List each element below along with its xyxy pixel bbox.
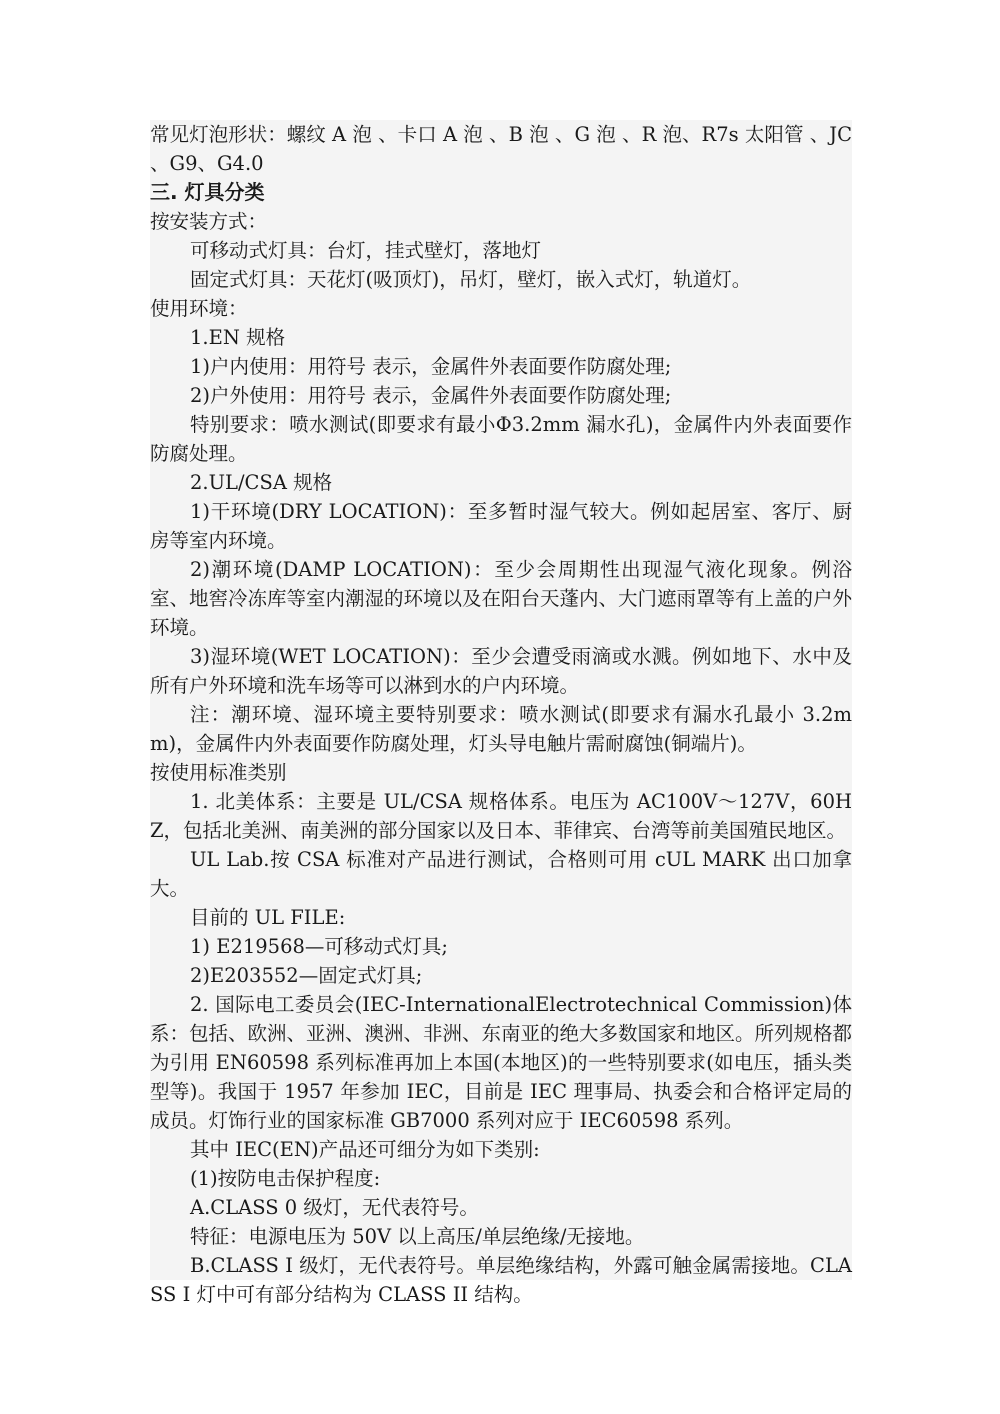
shock-protection-line: (1)按防电击保护程度:: [190, 1167, 381, 1190]
class-i-paragraph: B.CLASS I 级灯，无代表符号。单层绝缘结构，外露可触金属需接地。CLASS I 灯中可有部分结构为 CLASS II 结构。: [150, 1254, 852, 1306]
standard-category-label: 按使用标准类别: [150, 761, 287, 784]
ul-csa-spec-heading: 2.UL/CSA 规格: [190, 471, 333, 494]
ul-lab-paragraph: UL Lab.按 CSA 标准对产品进行测试，合格则可用 cUL MARK 出口加拿大。: [150, 848, 852, 900]
iec-system-paragraph: 2. 国际电工委员会(IEC-InternationalElectrotechnical Commission)体系：包括、欧洲、亚洲、澳洲、非洲、东南亚的绝大多数国家和地区。所列规格都为引用 EN60598 系列标准再加上本国(本地区)的一些特别要求(如电压，插头类型等)。我国于 1957 年参加 IEC，目前是 IEC 理事局、执委会和合格评定局的成员。灯饰行业的国家标准 GB7000 系列对应于 IEC60598 系列。: [150, 993, 853, 1132]
class-0-line: A.CLASS 0 级灯，无代表符号。: [190, 1196, 479, 1219]
wet-location-paragraph: 3)湿环境(WET LOCATION)：至少会遭受雨滴或水溅。例如地下、水中及所有户外环境和洗车场等可以淋到水的户内环境。: [150, 645, 852, 697]
fixed-luminaire-line: 固定式灯具：天花灯(吸顶灯)，吊灯，壁灯，嵌入式灯，轨道灯。: [190, 268, 752, 291]
damp-location-paragraph: 2)潮环境(DAMP LOCATION)：至少会周期性出现湿气液化现象。例浴室、地窖冷冻库等室内潮湿的环境以及在阳台天蓬内、大门遮雨罩等有上盖的户外环境。: [150, 558, 853, 639]
ul-file-portable-line: 1) E219568—可移动式灯具;: [190, 935, 448, 958]
iec-subcategory-line: 其中 IEC(EN)产品还可细分为如下类别:: [190, 1138, 540, 1161]
installation-method-label: 按安装方式：: [150, 210, 268, 233]
north-america-system-paragraph: 1. 北美体系：主要是 UL/CSA 规格体系。电压为 AC100V～127V，60HZ，包括北美洲、南美洲的部分国家以及日本、菲律宾、台湾等前美国殖民地区。: [150, 790, 852, 842]
outdoor-use-line: 2)户外使用：用符号 表示，金属件外表面要作防腐处理;: [190, 384, 672, 407]
document-text-block: [150, 120, 853, 1306]
indoor-use-line: 1)户内使用：用符号 表示，金属件外表面要作防腐处理;: [190, 355, 672, 378]
portable-luminaire-line: 可移动式灯具：台灯，挂式壁灯，落地灯: [190, 239, 542, 262]
usage-environment-label: 使用环境：: [150, 297, 248, 320]
ul-file-label: 目前的 UL FILE:: [190, 906, 346, 929]
note-paragraph: 注：潮环境、湿环境主要特别要求：喷水测试(即要求有漏水孔最小 3.2mm)，金属件内外表面要作防腐处理，灯头导电触片需耐腐蚀(铜端片)。: [150, 703, 852, 755]
bulb-shapes-paragraph: 常见灯泡形状：螺纹 A 泡 、卡口 A 泡 、B 泡 、G 泡 、R 泡、R7s 太阳管 、JC 、G9、G4.0: [150, 123, 852, 175]
special-requirement-paragraph: 特别要求：喷水测试(即要求有最小Φ3.2mm 漏水孔)，金属件内外表面要作防腐处理。: [150, 413, 852, 465]
section-heading-luminaire-classification: 三. 灯具分类: [150, 180, 265, 204]
dry-location-paragraph: 1)干环境(DRY LOCATION)：至多暂时湿气较大。例如起居室、客厅、厨房等室内环境。: [150, 500, 852, 552]
class-0-feature-line: 特征：电源电压为 50V 以上高压/单层绝缘/无接地。: [190, 1225, 645, 1248]
en-spec-heading: 1.EN 规格: [190, 326, 286, 349]
ul-file-fixed-line: 2)E203552—固定式灯具;: [190, 964, 423, 987]
